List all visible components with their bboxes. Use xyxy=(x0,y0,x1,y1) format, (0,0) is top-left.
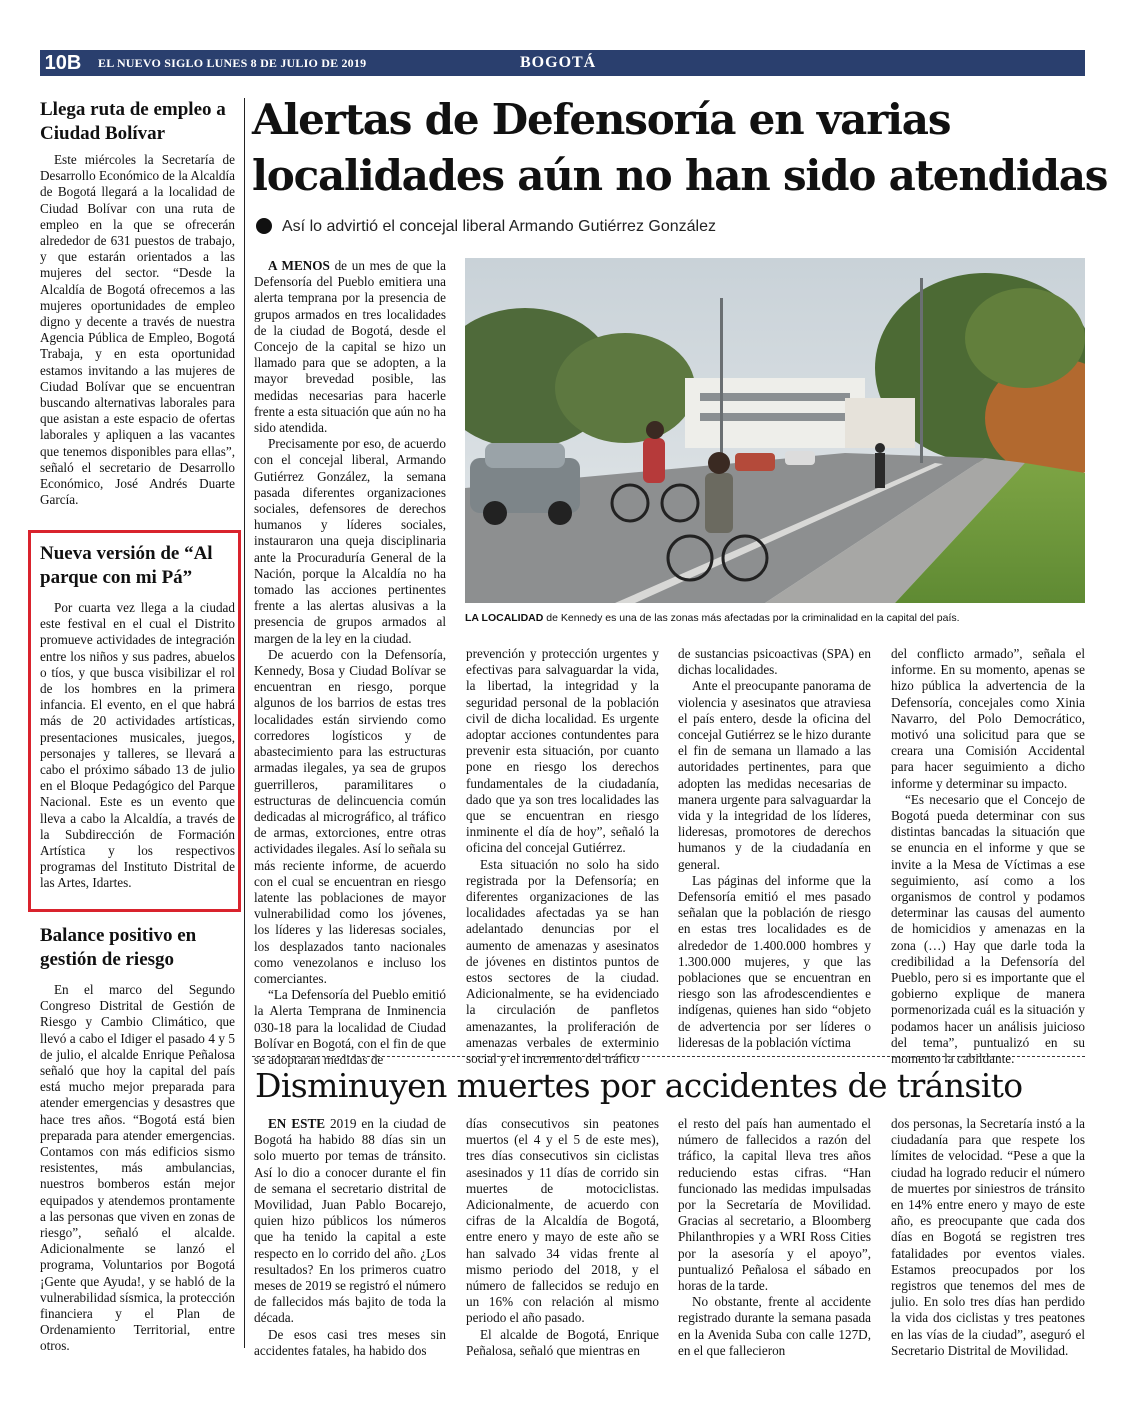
photo-illustration xyxy=(465,258,1085,603)
bullet-icon xyxy=(256,218,272,234)
column-divider xyxy=(244,98,245,1348)
second-col1-p1 xyxy=(254,1116,446,1327)
main-column-1 xyxy=(254,258,446,1068)
sidebar-story2-headline: Nueva versión de “Al parque con mi Pá” xyxy=(40,543,213,588)
sidebar-story1-paragraph: Este miércoles la Secretaría de Desarrollo Económico de la Alcaldía de Bogotá llegará a la localidad de Ciudad Bolívar con una ruta de empleo en la que se ofrecerán alrededor de 631 puestos de trabajo, y que estarán orientados a las mujeres del sector. “Desde la Alcaldía de Bogotá ofrecemos a las mujeres oportunidades de empleo digno y decente a través de nuestra Agencia Pública de Empleo, Bogotá Trabaja, y en esta oportunidad estamos invitando a las mujeres de Ciudad Bolívar que se encuentran buscando alternativas laborales para que asistan a este espacio de ofertas laborales y apliquen a las vacantes que tenemos disponibles para ellas”, señaló el secretario de Desarrollo Económico, José Andrés Duarte García. xyxy=(40,152,235,508)
main-headline xyxy=(252,92,1108,204)
main-col1-p3: De acuerdo con la Defensoría, Kennedy, Bosa y Ciudad Bolívar se encuentran en riesgo, porque algunos de los barrios de estas tres localidades están sirviendo como corredores logísticos y de abastecimiento para las estructuras armadas ilegales, ya sea de grupos guerrilleros, paramilitares o estructuras de delincuencia común dedicadas al micrográfico, al tráfico de armas, extorciones, entre otras actividades ilegales. Así lo señala su más reciente informe, de acuerdo con el cual se encuentran en riesgo latente las poblaciones de mayor vulnerabilidad como los jóvenes, los líderes y las lideresas sociales, los desplazados tanto nacionales como venezolanos e incluso los comerciantes. xyxy=(254,646,446,986)
second-col3-p1: el resto del país han aumentado el número de fallecidos a razón del tráfico, la capital lleva tres años reduciendo estas cifras. “Han funcionado las medidas impulsadas por la Secretaría de Movilidad. Gracias al secretario, a Bloomberg Philanthropies y a WRI Ross Cities por la asesoría y el apoyo”, puntualizó Peñalosa el sábado en horas de la tarde. xyxy=(678,1116,871,1294)
main-col2-p1: prevención y protección urgentes y efectivas para salvaguardar la vida, la libertad, la integridad y la seguridad personal de la población civil de dicha localidad. Es urgente adoptar acciones contundentes para prevenir esta situación, por cuanto pone en riesgo los derechos fundamentales de la ciudadanía, dado que ya son tres localidades las que se encuentran en riesgo inminente el día de hoy”, señaló la oficina del concejal Gutiérrez. xyxy=(466,646,659,856)
main-col1-p1-text: de un mes de que la Defensoría del Pueblo emitiera una alerta temprana por la presencia de grupos armados en tres localidades de la ciudad de Bogotá, desde el Concejo de la capital se hizo un llamado para que se adopten, a la mayor brevedad posible, las medidas necesarias para hacerle frente a esta situación que aún no ha sido atendida. xyxy=(254,258,447,436)
photo-caption xyxy=(465,611,1085,625)
caption-kicker: LA LOCALIDAD xyxy=(465,612,544,624)
sidebar-story1-body xyxy=(40,152,235,508)
story-divider xyxy=(252,1056,1085,1057)
main-column-2 xyxy=(466,646,659,1067)
sidebar-story3-body xyxy=(40,982,235,1355)
second-column-2 xyxy=(466,1116,659,1359)
section-name: BOGOTÁ xyxy=(520,54,597,71)
second-col3-p2: No obstante, frente al accidente registrado durante la semana pasada en la Avenida Suba con calle 127D, en el que fallecieron xyxy=(678,1294,871,1358)
main-headline-line2: localidades aún no han sido atendidas xyxy=(252,151,1108,200)
sidebar-story1-headline: Llega ruta de empleo a Ciudad Bolívar xyxy=(40,99,226,144)
main-headline-line1: Alertas de Defensoría en varias xyxy=(252,95,951,144)
second-column-1 xyxy=(254,1116,446,1359)
second-column-4 xyxy=(891,1116,1085,1359)
main-column-3 xyxy=(678,646,871,1051)
second-col1-p1-text: 2019 en la ciudad de Bogotá ha habido 88 días sin un solo muerto por temas de tránsito. Así lo dio a conocer durante el fin de semana el secretario distrital de Movilidad, Juan Pablo Bocarejo, quien hizo públicos los números que ha tenido la capital a este respecto en lo corrido del año. ¿Los resultados? En los primeros cuatro meses de 2019 se registró el número de fallecidos más bajito de toda la década. xyxy=(254,1116,446,1326)
second-headline: Disminuyen muertes por accidentes de tránsito xyxy=(255,1066,1023,1105)
main-column-4 xyxy=(891,646,1085,1067)
main-col1-p4: “La Defensoría del Pueblo emitió la Alerta Temprana de Inminencia 030-18 para la localidad de Ciudad Bolívar en Bogotá, con el fin de que se adoptaran medidas de xyxy=(254,987,446,1067)
publication-line: EL NUEVO SIGLO LUNES 8 DE JULIO DE 2019 xyxy=(98,56,367,70)
second-kicker: EN ESTE xyxy=(268,1116,326,1131)
second-col1-p2: De esos casi tres meses sin accidentes fatales, ha habido dos xyxy=(254,1326,446,1358)
main-col2-p2: Esta situación no solo ha sido registrada por la Defensoría; en diferentes organizaciones de las localidades afectadas ya se han adelantado denuncias por el aumento de amenazas y asesinatos de jóvenes en distintos puntos de estos sectores de la ciudad. Adicionalmente, se ha evidenciado la circulación de panfletos amenazantes, la proliferación de amenazas verbales de exterminio social y el incremento del tráfico xyxy=(466,856,659,1067)
sidebar-story3-headline: Balance positivo en gestión de riesgo xyxy=(40,925,197,970)
sidebar-story2-body xyxy=(40,600,235,892)
main-col3-p2: Ante el preocupante panorama de violencia y asesinatos que atraviesa el país entero, desde la oficina del concejal Gutiérrez se le hizo durante el fin de semana un llamado a las autoridades pertinentes, para que adopten las medidas necesarias de manera urgente para salvaguardar la vida y la integridad de los líderes, lideresas, promotores de derechos humanos y de la ciudadanía en general. xyxy=(678,678,871,872)
second-col2-p2: El alcalde de Bogotá, Enrique Peñalosa, señaló que mientras en xyxy=(466,1326,659,1358)
street-photo xyxy=(465,258,1085,603)
second-column-3 xyxy=(678,1116,871,1359)
main-col1-p2: Precisamente por eso, de acuerdo con el concejal liberal, Armando Gutiérrez González, la semana pasada diferentes organizaciones sociales, defensores de derechos humanos y líderes sociales, instauraron una queja disciplinaria ante la Procuraduría General de la Nación, porque la Alcaldía no ha tomado las acciones pertinentes frente a las alertas alusivas a la presencia de grupos armados al margen de la ley en la ciudad. xyxy=(254,436,446,646)
main-col3-p3: Las páginas del informe que la Defensoría emitió el mes pasado señalan que la población de riesgo en estas tres localidades es de alrededor de 1.400.000 hombres y 1.300.000 mujeres, y que las poblaciones que se encuentran en riesgo son las afrodescendientes e indígenas, quienes han sido “objeto de advertencia por ser líderes o lideresas de la población víctima xyxy=(678,872,871,1050)
second-col4-p1: dos personas, la Secretaría instó a la ciudadanía para que respete los límites de velocidad. “Pese a que la ciudad ha logrado reducir el número de muertes por siniestros de tránsito en 14% entre enero y mayo de este año, es preocupante que cada dos días en Bogotá se registren tres fatalidades por eventos viales. Estamos preocupados por los registros que tenemos del mes de julio. En solo tres días han perdido la vida dos ciclistas y tres peatones en las vías de la ciudad”, aseguró el Secretario Distrital de Movilidad. xyxy=(891,1116,1085,1358)
main-col4-p2: “Es necesario que el Concejo de Bogotá pueda determinar con sus distintas bancadas la situación que se enuncia en el informe y que se invite a la Mesa de Víctimas a ese seguimiento, así como a los organismos de control y podamos determinar las causas del aumento de homicidios y amenazas en la zona (…) Hay que darle toda la credibilidad a la Defensoría del Pueblo, pero si es importante que el gobierno explique de manera pormenorizada cuál es la situación y podamos hacer un análisis juicioso del tema”, puntualizó en su momento la cabildante. xyxy=(891,791,1085,1067)
subhead xyxy=(256,216,956,238)
page-number: 10B xyxy=(40,50,86,76)
main-col1-p1 xyxy=(254,258,446,436)
sidebar-story3-paragraph: En el marco del Segundo Congreso Distrital de Gestión de Riesgo y Cambio Climático, que llevó a cabo el Idiger el pasado 4 y 5 de julio, el alcalde Enrique Peñalosa señaló que hoy la capital del país está mucho mejor preparada para atender emergencias y desastres que hace tres años. “Bogotá está bien preparada para atender emergencias. Contamos con más edificios sismo resistentes, más ambulancias, nuestros bomberos están mejor equipados y atendemos prontamente a las personas que viven en zonas de riesgo”, señaló el alcalde. Adicionalmente se lanzó el programa, Voluntarios por Bogotá ¡Gente que Ayuda!, y se habló de la vulnerabilidad sísmica, la protección financiera y el Plan de Ordenamiento Territorial, entre otros. xyxy=(40,982,235,1354)
subhead-text: Así lo advirtió el concejal liberal Armando Gutiérrez González xyxy=(282,218,716,235)
sidebar-story2-paragraph: Por cuarta vez llega a la ciudad este festival en el cual el Distrito promueve actividades de integración entre los niños y sus padres, abuelos o tíos, y que busca visibilizar el rol de los hombres en la primera infancia. El evento, en el que habrá más de 20 actividades artísticas, presentaciones musicales, juegos, personajes y talleres, se llevará a cabo el próximo sábado 13 de julio en el Bloque Pedagógico del Parque Nacional. Este es un evento que lleva a cabo la Alcaldía, a través de la Subdirección de Formación Artística y los respectivos programas del Instituto Distrital de las Artes, Idartes. xyxy=(40,600,235,891)
kicker: A MENOS xyxy=(268,258,330,273)
main-col3-p1: de sustancias psicoactivas (SPA) en dichas localidades. xyxy=(678,646,871,678)
main-col4-p1: del conflicto armado”, señala el informe. En su momento, apenas se hizo pública la advertencia de la Defensoría, concejales como Xinia Navarro, del Polo Democrático, motivó una solicitud para que se creara una Comisión Accidental para hacer seguimiento a dicho informe y determinar su impacto. xyxy=(891,646,1085,791)
second-col2-p1: días consecutivos sin peatones muertos (el 4 y el 5 de este mes), tres días consecutivos sin ciclistas asesinados y 11 días de corrido sin muertes de motociclistas. Adicionalmente, de acuerdo con cifras de la Alcaldía de Bogotá, entre enero y mayo de este año se han salvado 34 vidas frente al mismo periodo del 2018, y el número de fallecidos se redujo en un 16% con relación al mismo periodo el año pasado. xyxy=(466,1116,659,1326)
caption-text: de Kennedy es una de las zonas más afectadas por la criminalidad en la capital del país. xyxy=(543,612,960,624)
